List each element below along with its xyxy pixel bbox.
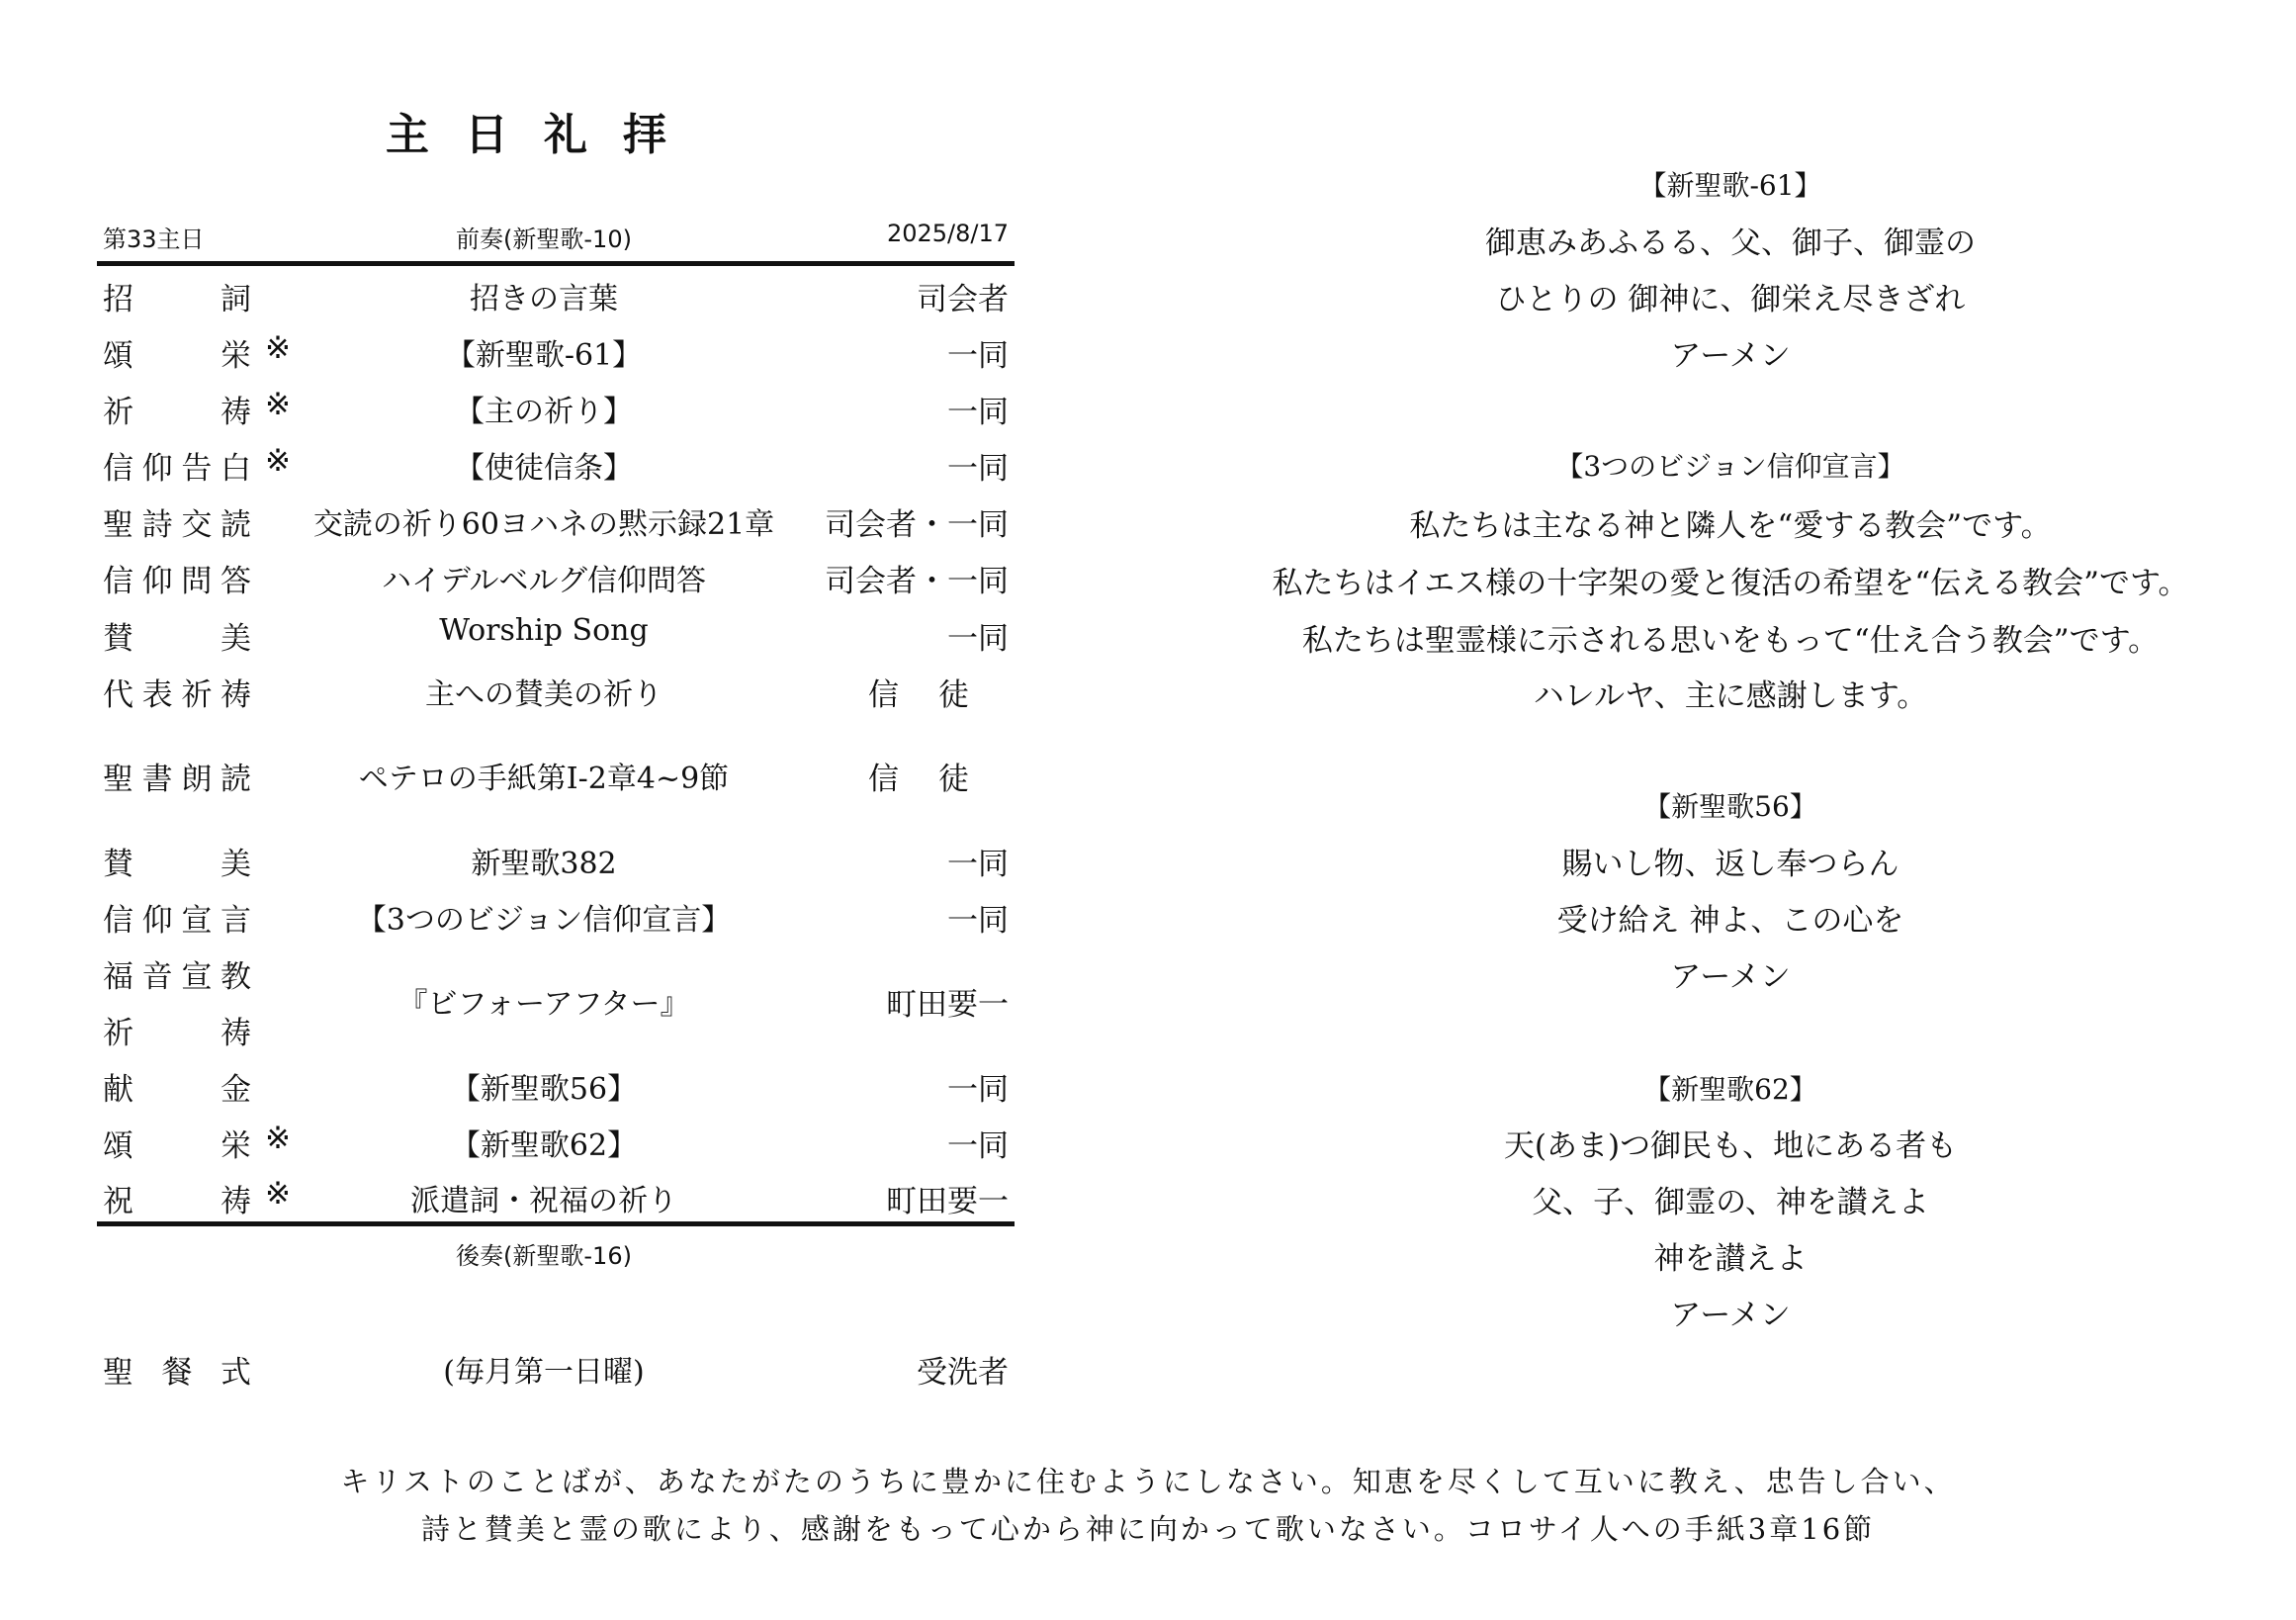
hymn56-line: 賜いし物、返し奉つらん	[1561, 847, 1899, 882]
creed-line: 私たちはイエス様の十字架の愛と復活の希望を“伝える教会”です。	[1272, 566, 2189, 601]
row-leader: 一同	[947, 338, 1009, 374]
row-label: 福音宣教	[103, 959, 251, 995]
row-mark: ※	[265, 443, 291, 479]
row-item: 【新聖歌-61】	[445, 338, 643, 373]
hymn56-line: 受け給え 神よ、この心を	[1556, 903, 1904, 939]
creed-title: 【3つのビジョン信仰宣言】	[1555, 450, 1905, 483]
sermon-row	[0, 979, 1088, 1029]
row-label: 信仰告白	[103, 451, 251, 487]
row-label: 祈祷	[103, 395, 251, 430]
order-row	[0, 839, 1088, 888]
communion-note: (毎月第一日曜)	[443, 1355, 645, 1390]
row-item: ハイデルベルグ信仰問答	[382, 564, 706, 598]
creed-line: ハレルヤ、主に感謝します。	[1533, 678, 1928, 714]
row-item: 【3つのビジョン信仰宣言】	[356, 903, 732, 938]
row-leader: 司会者・一同	[825, 507, 1009, 543]
row-leader: 司会者・一同	[825, 564, 1009, 599]
row-leader: 信徒	[868, 762, 1009, 797]
communion-who: 受洗者	[917, 1355, 1009, 1391]
row-leader: 信徒	[868, 677, 1009, 713]
row-item: ペテロの手紙第Ⅰ-2章4~9節	[358, 762, 730, 796]
preacher: 町田要一	[886, 987, 1009, 1023]
prelude: 前奏(新聖歌-10)	[456, 225, 632, 253]
scripture-line: キリストのことばが、あなたがたのうちに豊かに住むようにしなさい。知恵を尽くして互いに教え、忠告し合い、	[340, 1465, 1956, 1498]
row-label: 頌栄	[103, 1128, 251, 1164]
row-item: 主への賛美の祈り	[425, 677, 662, 712]
page-title: 主日礼拝	[386, 110, 702, 160]
row-mark: ※	[265, 387, 291, 422]
top-divider	[97, 261, 1015, 266]
row-leader: 一同	[947, 621, 1009, 657]
order-row	[0, 443, 1088, 493]
creed-line: 私たちは聖霊様に示される思いをもって“仕え合う教会”です。	[1301, 623, 2160, 659]
row-label: 祝祷	[103, 1184, 251, 1219]
row-label: 祈祷	[103, 1016, 251, 1051]
sermon-title: 『ビフォーアフター』	[397, 987, 690, 1022]
row-leader: 司会者	[917, 282, 1009, 317]
bottom-divider	[97, 1221, 1015, 1226]
row-item: 【主の祈り】	[455, 395, 633, 429]
communion-label: 聖餐式	[103, 1355, 251, 1391]
order-row	[0, 1064, 1088, 1114]
row-label: 献金	[103, 1072, 251, 1108]
order-row	[0, 1176, 1088, 1225]
row-mark: ※	[265, 1176, 291, 1212]
order-row	[0, 754, 1088, 803]
row-item: 【使徒信条】	[455, 451, 633, 486]
row-item: 【新聖歌62】	[450, 1128, 638, 1163]
row-leader: 一同	[947, 903, 1009, 939]
order-row	[0, 613, 1088, 663]
row-label: 代表祈祷	[103, 677, 251, 713]
order-row	[0, 387, 1088, 436]
row-item: 【新聖歌56】	[450, 1072, 638, 1107]
hymn61-line: ひとりの 御神に、御栄え尽きざれ	[1495, 282, 1966, 317]
hymn62-line: 父、子、御霊の、神を讃えよ	[1532, 1185, 1929, 1220]
postlude: 後奏(新聖歌-16)	[456, 1242, 632, 1270]
hymn62-line: 神を讃えよ	[1653, 1241, 1808, 1277]
row-leader: 一同	[947, 1072, 1009, 1108]
row-mark: ※	[265, 1121, 291, 1156]
row-item: 新聖歌382	[471, 847, 617, 881]
row-label: 招詞	[103, 282, 251, 317]
hymn61-line: 御恵みあふるる、父、御子、御霊の	[1485, 225, 1976, 261]
row-leader: 町田要一	[886, 1184, 1009, 1219]
hymn62-line: 天(あま)つ御民も、地にある者も	[1503, 1128, 1958, 1164]
row-label: 信仰宣言	[103, 903, 251, 939]
order-row	[0, 1121, 1088, 1170]
order-row	[0, 895, 1088, 945]
hymn61-title: 【新聖歌-61】	[1638, 169, 1822, 202]
hymn56-line: アーメン	[1670, 959, 1791, 995]
sunday-number: 第33主日	[103, 225, 205, 253]
hymn61-line: アーメン	[1670, 338, 1791, 374]
row-item: 派遣詞・祝福の祈り	[410, 1184, 677, 1218]
row-item: 交読の祈り60ヨハネの黙示録21章	[312, 507, 775, 542]
order-row	[0, 556, 1088, 605]
row-leader: 一同	[947, 451, 1009, 487]
hymn62-title: 【新聖歌62】	[1643, 1073, 1817, 1106]
row-label: 聖詩交読	[103, 507, 251, 543]
row-item: 招きの言葉	[470, 282, 618, 316]
order-row	[0, 499, 1088, 549]
row-label: 賛美	[103, 621, 251, 657]
row-leader: 一同	[947, 1128, 1009, 1164]
row-mark: ※	[265, 330, 291, 366]
order-row	[0, 274, 1088, 323]
row-label: 賛美	[103, 847, 251, 882]
creed-line: 私たちは主なる神と隣人を“愛する教会”です。	[1409, 508, 2052, 544]
communion-row	[0, 1347, 1088, 1396]
row-label: 頌栄	[103, 338, 251, 374]
row-item: Worship Song	[439, 613, 649, 648]
hymn56-title: 【新聖歌56】	[1643, 790, 1817, 823]
order-row	[0, 330, 1088, 380]
hymn62-line: アーメン	[1670, 1298, 1791, 1333]
service-date: 2025/8/17	[886, 220, 1009, 247]
row-leader: 一同	[947, 847, 1009, 882]
order-row	[0, 670, 1088, 719]
row-label: 聖書朗読	[103, 762, 251, 797]
row-label: 信仰問答	[103, 564, 251, 599]
scripture-line: 詩と賛美と霊の歌により、感謝をもって心から神に向かって歌いなさい。コロサイ人への手紙3章16節	[420, 1512, 1876, 1546]
row-leader: 一同	[947, 395, 1009, 430]
